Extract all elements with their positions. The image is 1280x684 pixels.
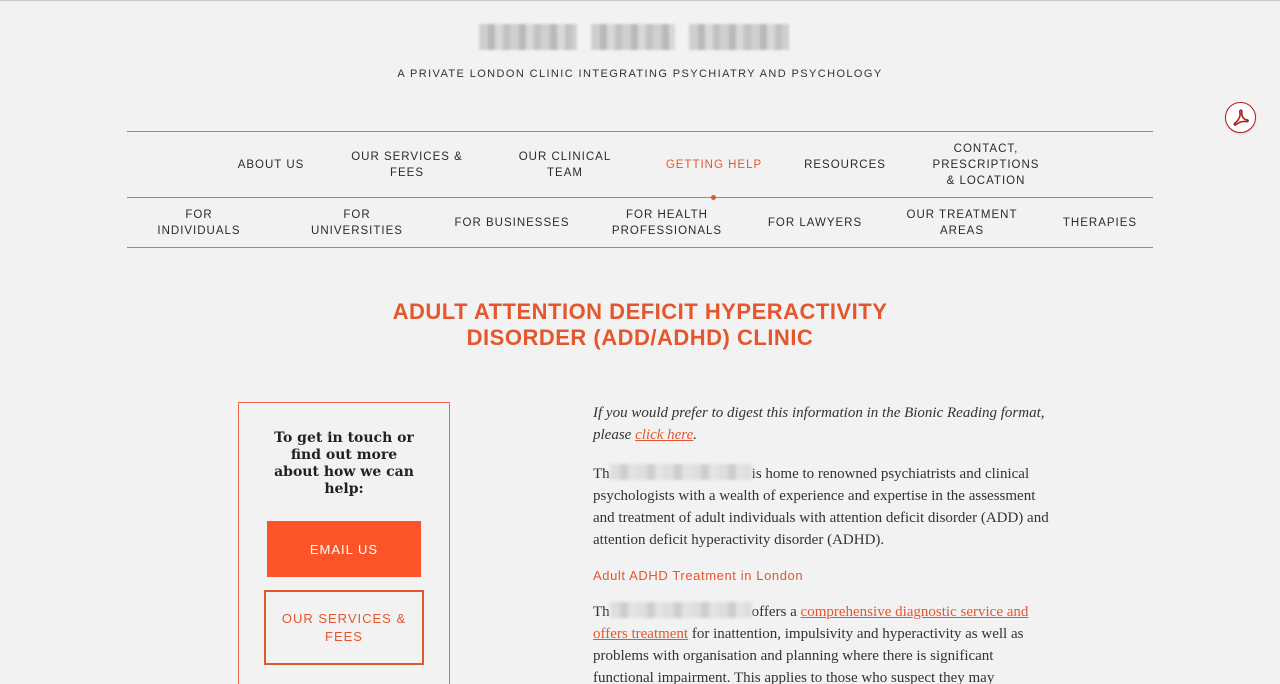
logo-blurred-part [591,24,675,50]
adobe-pdf-icon[interactable] [1225,102,1256,133]
nav-contact-prescriptions-location[interactable]: CONTACT, PRESCRIPTIONS & LOCATION [932,143,1040,187]
lead-text: If you would prefer to digest this information in the Bionic Reading format, please [593,405,1045,443]
p2-mid: offers a [751,604,801,620]
nav-about-us[interactable]: ABOUT US [237,159,305,171]
subnav-for-lawyers[interactable]: FOR LAWYERS [767,217,863,229]
p1-text: is home to renowned psychiatrists and clinical psychologists with a wealth of experience and expertise in the assessment and treatment of adult individuals with attention deficit disorder (ADD) and attention deficit hyperactivity disorder (ADHD). [593,466,1049,548]
contact-heading: To get in touch or find out more about how we can help: [274,430,414,497]
subnav-for-health-professionals[interactable]: FOR HEALTH PROFESSIONALS [611,209,723,237]
treatment-paragraph [593,601,1053,684]
nav-our-clinical-team[interactable]: OUR CLINICAL TEAM [518,151,612,179]
logo-blurred-part [689,24,789,50]
clinic-logo[interactable] [479,23,803,51]
lead-suffix: . [693,427,697,443]
article-content [593,402,1053,684]
our-services-fees-button[interactable]: OUR SERVICES & FEES [264,590,424,665]
intro-paragraph [593,463,1053,551]
p2-text: for inattention, impulsivity and hyperactivity as well as problems with organisation and planning where there is significant functional impairment. This applies to those who suspect they may [593,626,1024,684]
diagnostic-service-link[interactable]: comprehensive diagnostic service and offers treatment [593,604,1029,642]
nav-top-rule [127,131,1153,132]
page-title: ADULT ATTENTION DEFICIT HYPERACTIVITY DISORDER (ADD/ADHD) CLINIC [392,299,888,350]
subnav-for-universities[interactable]: FOR UNIVERSITIES [311,209,403,237]
nav-getting-help[interactable]: GETTING HELP [665,159,763,171]
email-us-button[interactable]: EMAIL US [267,521,421,577]
redacted-clinic-name [610,602,752,618]
secondary-nav [127,198,1153,247]
site-tagline: A PRIVATE LONDON CLINIC INTEGRATING PSYCHIATRY AND PSYCHOLOGY [397,68,883,80]
bionic-reading-note [593,402,1053,446]
redacted-clinic-name [610,464,752,480]
p2-start: Th [593,604,610,620]
p1-start: Th [593,466,610,482]
nav-our-services-fees[interactable]: OUR SERVICES & FEES [351,151,463,179]
section-subheading: Adult ADHD Treatment in London [593,568,804,583]
bionic-reading-link[interactable]: click here [635,427,694,443]
subnav-therapies[interactable]: THERAPIES [1062,217,1138,229]
primary-nav [127,133,1153,197]
subnav-for-businesses[interactable]: FOR BUSINESSES [454,217,570,229]
logo-blurred-part [479,24,577,50]
subnav-for-individuals[interactable]: FOR INDIVIDUALS [157,209,241,237]
contact-box [238,402,450,684]
nav-bottom-rule [127,247,1153,248]
nav-resources[interactable]: RESOURCES [804,159,886,171]
subnav-our-treatment-areas[interactable]: OUR TREATMENT AREAS [906,209,1018,237]
